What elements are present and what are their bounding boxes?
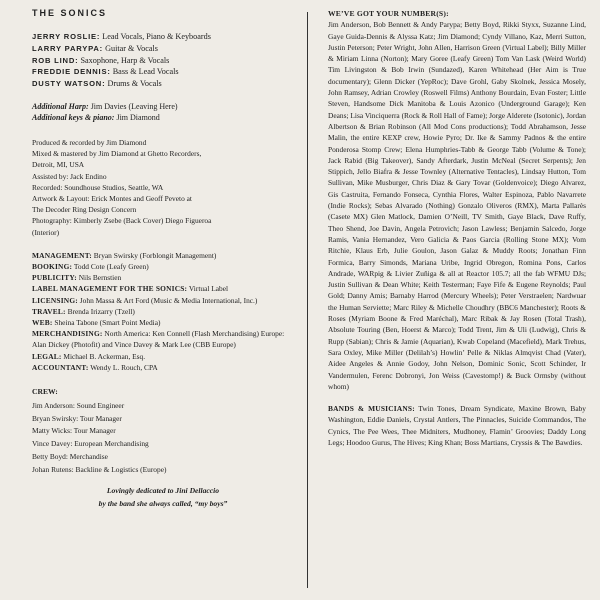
right-column — [328, 8, 586, 448]
bands-body: Twin Tones, Dream Syndicate, Maxine Brown, Baby Washington, Eddie Daniels, Crystal Antlers, The Pinnacles, Suicide Commandos, The Cynics, The Pee Wees, Thee Midniters, Mudhoney, Flamin’ Groovies; Daddy Long Legs; Hoodoo Gurus, The Hives; King Khan; Boss Martians, Cryssis & The Bawdies. — [328, 404, 587, 447]
management-label: ACCOUNTANT: — [32, 362, 89, 372]
crew-heading: CREW: — [32, 387, 58, 397]
member-role: Guitar & Vocals — [105, 43, 158, 53]
management-item — [32, 351, 294, 362]
management-item — [32, 328, 294, 350]
management-label: LEGAL: — [32, 351, 62, 361]
management-value: North America: Ken Connell (Flash Merchandising) Europe: Alan Dickey (Photofit) and Vince Davey & Mark Lee (CBB Europe) — [32, 329, 285, 350]
management-value: Brenda Irizarry (Tzell) — [65, 306, 135, 316]
management-item — [32, 250, 294, 261]
dedication-line: Lovingly dedicated to Jini Dellaccio — [106, 486, 220, 496]
management-value: Wendy L. Rouch, CPA — [88, 362, 158, 372]
management-credits — [32, 250, 294, 373]
credit-label: Additional keys & piano: — [32, 113, 115, 123]
additional-musicians — [32, 101, 294, 124]
member-role: Drums & Vocals — [107, 79, 162, 89]
production-line: Mixed & mastered by Jim Diamond at Ghetto Recorders, — [32, 149, 202, 159]
management-label: WEB: — [32, 318, 53, 328]
lineup-member — [32, 31, 294, 43]
credit-label: Additional Harp: — [32, 101, 89, 111]
management-item — [32, 283, 294, 294]
management-item — [32, 306, 294, 317]
production-line: Produced & recorded by Jim Diamond — [32, 137, 147, 147]
additional-credit — [32, 101, 294, 113]
member-name: DUSTY WATSON: — [32, 79, 106, 89]
management-value: Sheina Tabone (Smart Point Media) — [52, 318, 161, 328]
production-line: Recorded: Soundhouse Studios, Seattle, WA — [32, 182, 164, 192]
crew-member: Matty Wicks: Tour Manager — [32, 426, 116, 436]
management-label: LABEL MANAGEMENT FOR THE SONICS: — [32, 284, 188, 294]
management-label: TRAVEL: — [32, 306, 66, 316]
production-credits — [32, 137, 294, 238]
management-label: PUBLICITY: — [32, 273, 77, 283]
left-column — [32, 8, 294, 510]
management-label: MERCHANDISING: — [32, 329, 103, 339]
lineup-member — [32, 43, 294, 55]
bands-musicians — [328, 403, 586, 448]
crew-member: Jim Anderson: Sound Engineer — [32, 401, 125, 411]
management-item — [32, 317, 294, 328]
management-label: MANAGEMENT: — [32, 250, 92, 260]
band-title: THE SONICS — [32, 8, 108, 18]
production-line: The Decoder Ring Design Concern — [32, 205, 137, 215]
bands-heading: BANDS & MUSICIANS: — [328, 404, 415, 414]
management-value: Bryan Swirsky (Forblongit Management) — [91, 250, 217, 260]
production-line: Photography: Kimberly Zsebe (Back Cover) Diego Figueroa — [32, 216, 212, 226]
production-line: Detroit, MI, USA — [32, 160, 85, 170]
thanks-heading: WE’VE GOT YOUR NUMBER(S): — [328, 9, 449, 18]
band-lineup — [32, 31, 294, 90]
member-name: ROB LIND: — [32, 55, 79, 65]
member-role: Lead Vocals, Piano & Keyboards — [102, 32, 211, 41]
dedication — [32, 485, 294, 510]
management-value: Michael B. Ackerman, Esq. — [61, 351, 146, 361]
management-label: BOOKING: — [32, 262, 73, 272]
management-label: LICENSING: — [32, 295, 78, 305]
production-line: (Interior) — [32, 227, 60, 237]
credit-value: Jim Diamond — [116, 113, 160, 123]
column-divider — [307, 12, 308, 588]
management-item — [32, 362, 294, 373]
lineup-member — [32, 66, 294, 78]
member-role: Saxophone, Harp & Vocals — [80, 55, 170, 65]
management-item — [32, 272, 294, 283]
crew-member: Vince Davey: European Merchandising — [32, 439, 149, 449]
crew-member: Johan Rutens: Backline & Logistics (Europe) — [32, 464, 167, 474]
management-item — [32, 261, 294, 272]
additional-credit — [32, 112, 294, 124]
member-name: LARRY PARYPA: — [32, 43, 104, 53]
credit-value: Jim Davies (Leaving Here) — [90, 101, 178, 111]
crew-member: Bryan Swirsky: Tour Manager — [32, 413, 122, 423]
management-value: Virtual Label — [187, 284, 229, 294]
lineup-member — [32, 55, 294, 67]
crew-member: Betty Boyd: Merchandise — [32, 451, 108, 461]
dedication-line: by the band she always called, “my boys” — [98, 498, 228, 508]
management-value: Todd Cote (Leafy Green) — [72, 262, 149, 272]
member-role: Bass & Lead Vocals — [112, 67, 179, 77]
crew-credits — [32, 386, 294, 476]
member-name: FREDDIE DENNIS: — [32, 67, 111, 77]
production-line: Artwork & Layout: Erick Montes and Geoff Peveto at — [32, 194, 192, 203]
member-name: JERRY ROSLIE: — [32, 32, 101, 41]
management-value: John Massa & Art Ford (Music & Media International, Inc.) — [77, 295, 258, 305]
management-item — [32, 295, 294, 306]
management-value: Nils Bernstien — [76, 273, 122, 283]
production-line: Assisted by: Jack Endino — [32, 171, 107, 181]
lineup-member — [32, 78, 294, 90]
thanks-body: Jim Anderson, Bob Bennett & Andy Parypa; Betty Boyd, Rikki Styxx, Suzanne Lind, Gaye Guida-Dennis & Alyssa Katz; Jim Diamond; Cyndy Villano, Kaz, Merri Sutton, Justin Peterson; Peter Wright, John Allen, Harrison Green (Virtual Label); Billy Miller & Miriam Linna (Norton); Mary Goree (Leafy Green) Tom Van Lask (Weird World) Tim Livingston & Bob Irwin (Sundazed), Karen Whitehead (Her Aim is True documentary); Glenn Dicker (YepRoc); Dave Grohl, Gaby Skolnek, Jessica Mosely, John Ramsey, Adrian Crowley (Roswell Films) Anthony Bourdain, Evan Foster; Little Steven, Handsome Dick Manitoba & Louis Azonico (Underground Garage); Ken Deans; Lisa Vinciquerra (Rock & Roll Hall of Fame); Jorge Alderete (Isotonic), Jordan Albertson & Brian Robinson (All Mod Cons productions); Todd Abrahamson, Jesse Malin, the entire KEXP crew, Howie Pyro; Dr. Ike & Sammy Padnos & the entire Ponderosa Stomp Crew; Elena Humphries-Tabb & George Tabb (Volume & Tone); Jack Rabid (Big Takeover), Sandy Afterdark, Justin McNeal (Secret Serpents); Jen Stippich, Jello Biafra & Jesse Townley (Alternative Tentacles), Lindsay Hutton, Tom Sullivan, Mike Musburger, Chris Diaz & Gary Tovar (Goldenvoice); Diego Alvarez, Gis Castruita, Fernando Fonseca, Cynthia Flores, Walter Espinoza, Pablo Navarrete (Indie Rocks); Sebas Alvarado (Nothing) Gonzalo Oliveros (RMX), Marta Pallarès (Casete MX) Glen Matlock, Damien O’Neill, TV Smith, Gaye Black, Dave Ruffy, Theo Shend, Joe Davin, Angela Petrovich; Jason Lawless; Benjamin Salcedo, Jorge Ramis, Vania Hernandez, Vero Galicia & Paos Garcia (Rolling Stone MX); Vom Ritchie, Klaus Erb, Julie Goulon, Jason Galaz & Muddy Roots; Jonathan Finn Formica, Barry Simonds, Mariana Uribe, Ingrid Obregon, Romina Pons, Carlos Andrade, WARpig & Livier Zuñiga & all at Reactor 105.7; all the fab WFMU DJs; Justin Sullivan & Dean White; Keith Testerman; Faye Fife & Eugene Reynolds; Paul Gold; Danny Amis; Barnaby Harrod (Mercury Wheels); Peter Verstraelen; Nardwuar the Human Serviette; Marc Riley & Michelle Choudhry (BBC6 Manchester); Roots & Roses (Myriam Boone & Fred Maréchal), Marc Ribak & Jay Rosen (Total Trash), Absolute Touring (Ben, Hoerst & Marco); Todd Trent, Jim & Uli (Ludwig), Chris & Rupp (Sabian); Chris & Jamie (Aquarian), Kwab Copeland (Macefield), Mark Trehus, Sara Oxley, Mike Miller (Delilah’s) Howlin’ Pelle & Niklas Almqvist Chad (Vater), Aidee Angeles & Annie Godoy, John Nelson, Dominic Sonic, Scott Schinder, Ir Vandermulen, Ferenc Dobronyi, Jon Weiss (Cavestomp!) & Buck Ormsby (without whom) — [328, 20, 586, 391]
